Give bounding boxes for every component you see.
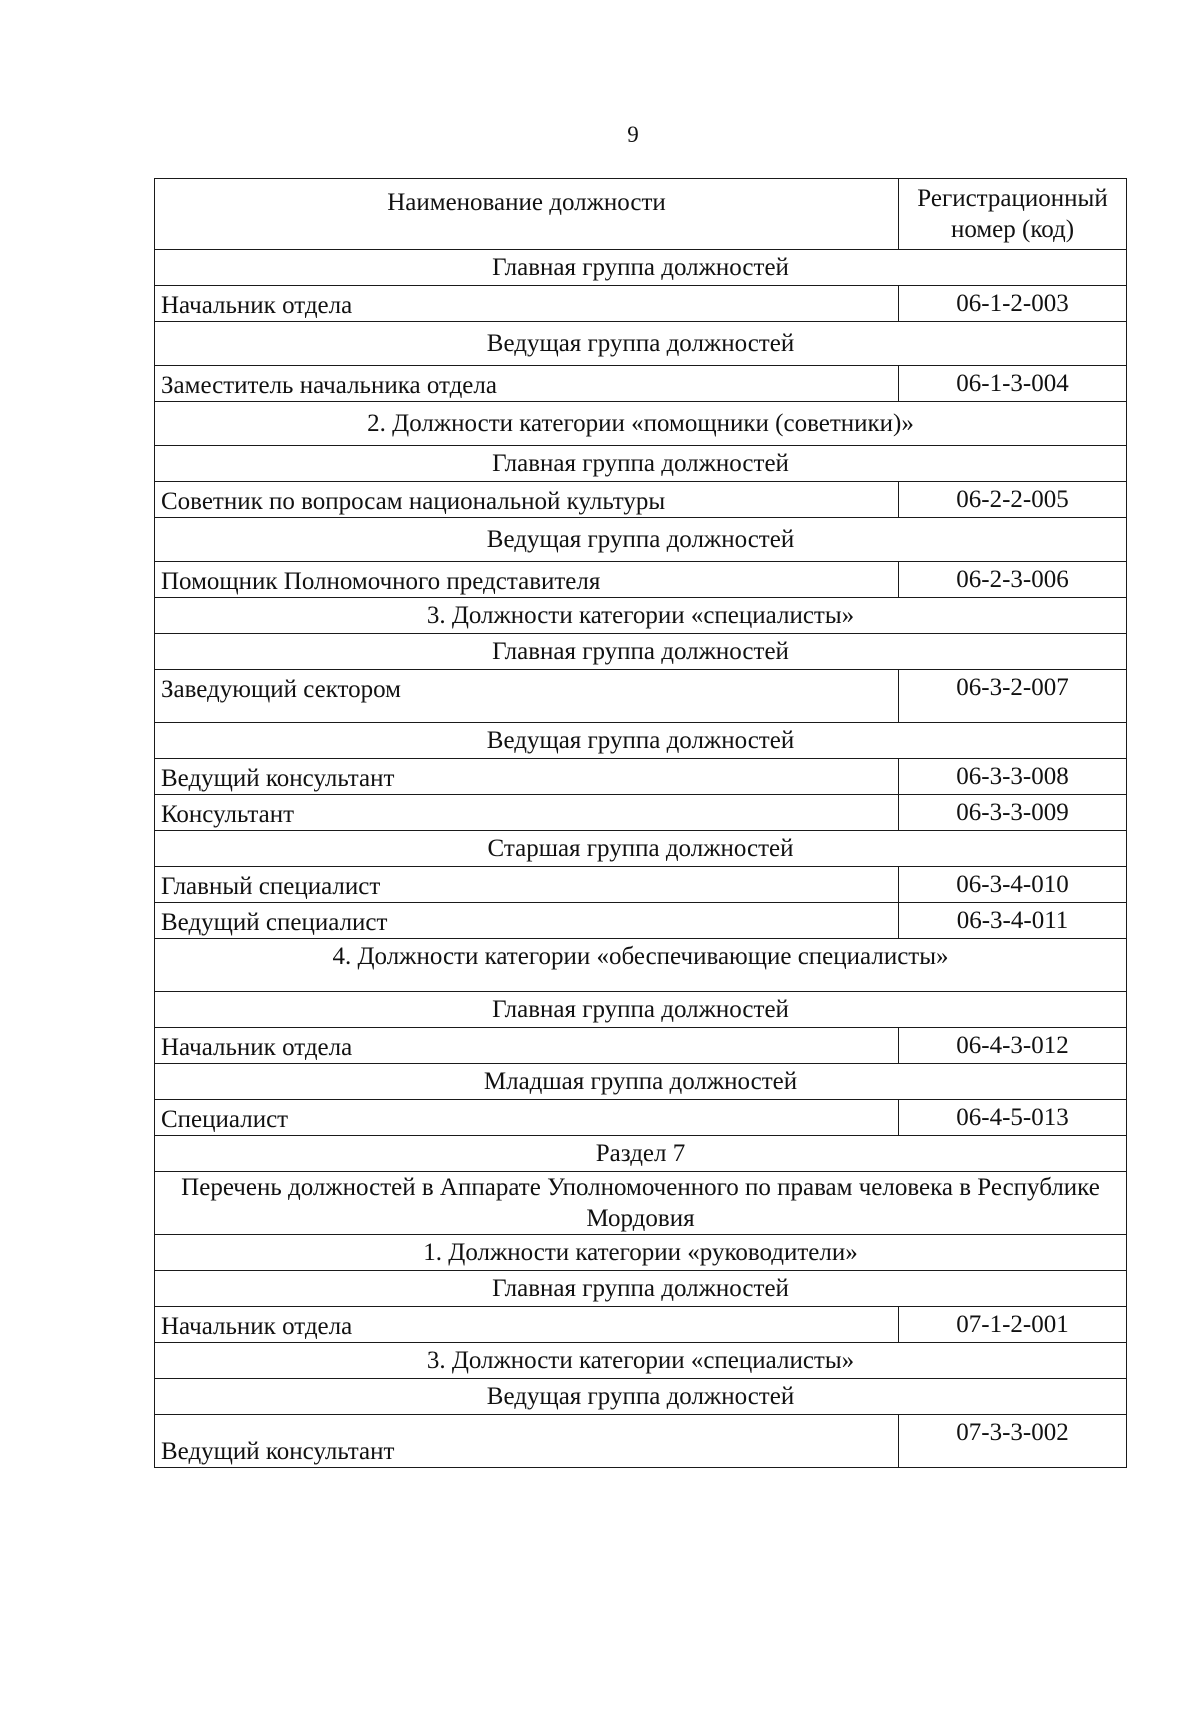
table-row: [155, 903, 1127, 939]
table-row: [155, 1307, 1127, 1343]
group-heading: 2. Должности категории «помощники (советники)»: [155, 402, 1127, 446]
group-heading-row: [155, 1271, 1127, 1307]
registration-code: 06-4-3-012: [899, 1028, 1127, 1064]
group-heading: 4. Должности категории «обеспечивающие специалисты»: [155, 939, 1127, 992]
table-row: [155, 759, 1127, 795]
table-row: [155, 1415, 1127, 1468]
registration-code: 06-2-2-005: [899, 482, 1127, 518]
group-heading-row: [155, 723, 1127, 759]
registration-code: 06-3-4-010: [899, 867, 1127, 903]
position-name: Начальник отдела: [155, 286, 899, 322]
group-heading-row: [155, 1379, 1127, 1415]
table-header-row: [155, 179, 1127, 250]
group-heading: 3. Должности категории «специалисты»: [155, 1343, 1127, 1379]
group-heading: Перечень должностей в Аппарате Уполномоченного по правам человека в Республике Мордовия: [155, 1172, 1127, 1235]
positions-table: [154, 178, 1127, 1468]
group-heading-row: [155, 634, 1127, 670]
group-heading: Ведущая группа должностей: [155, 1379, 1127, 1415]
position-name: Советник по вопросам национальной культуры: [155, 482, 899, 518]
registration-code: 06-3-2-007: [899, 670, 1127, 723]
position-name: Главный специалист: [155, 867, 899, 903]
group-heading-row: [155, 1172, 1127, 1235]
registration-code: 06-1-2-003: [899, 286, 1127, 322]
registration-code: 06-4-5-013: [899, 1100, 1127, 1136]
group-heading-row: [155, 831, 1127, 867]
group-heading: 1. Должности категории «руководители»: [155, 1235, 1127, 1271]
group-heading: Главная группа должностей: [155, 634, 1127, 670]
group-heading-row: [155, 1343, 1127, 1379]
table-row: [155, 482, 1127, 518]
header-registration-code: Регистрационный номер (код): [899, 179, 1127, 250]
page-number: 9: [627, 122, 639, 147]
group-heading: Раздел 7: [155, 1136, 1127, 1172]
group-heading-row: [155, 402, 1127, 446]
table-row: [155, 562, 1127, 598]
table-row: [155, 1100, 1127, 1136]
group-heading: Главная группа должностей: [155, 250, 1127, 286]
group-heading-row: [155, 939, 1127, 992]
group-heading-row: [155, 518, 1127, 562]
group-heading-row: [155, 992, 1127, 1028]
registration-code: 06-3-3-008: [899, 759, 1127, 795]
table-row: [155, 286, 1127, 322]
group-heading: 3. Должности категории «специалисты»: [155, 598, 1127, 634]
position-name: Ведущий консультант: [155, 759, 899, 795]
position-name: Специалист: [155, 1100, 899, 1136]
group-heading: Ведущая группа должностей: [155, 322, 1127, 366]
group-heading: Старшая группа должностей: [155, 831, 1127, 867]
group-heading-row: [155, 1235, 1127, 1271]
group-heading: Главная группа должностей: [155, 992, 1127, 1028]
group-heading-row: [155, 1064, 1127, 1100]
position-name: Начальник отдела: [155, 1307, 899, 1343]
group-heading-row: [155, 446, 1127, 482]
position-name: Заведующий сектором: [155, 670, 899, 723]
position-name: Начальник отдела: [155, 1028, 899, 1064]
group-heading-row: [155, 250, 1127, 286]
group-heading: Ведущая группа должностей: [155, 723, 1127, 759]
position-name: Консультант: [155, 795, 899, 831]
group-heading-row: [155, 322, 1127, 366]
table-row: [155, 366, 1127, 402]
group-heading: Ведущая группа должностей: [155, 518, 1127, 562]
registration-code: 06-1-3-004: [899, 366, 1127, 402]
group-heading: Главная группа должностей: [155, 446, 1127, 482]
table-row: [155, 867, 1127, 903]
group-heading-row: [155, 1136, 1127, 1172]
table-row: [155, 670, 1127, 723]
group-heading: Младшая группа должностей: [155, 1064, 1127, 1100]
registration-code: 06-3-3-009: [899, 795, 1127, 831]
position-name: Ведущий консультант: [155, 1415, 899, 1468]
registration-code: 06-2-3-006: [899, 562, 1127, 598]
position-name: Заместитель начальника отдела: [155, 366, 899, 402]
header-position-name: Наименование должности: [155, 179, 899, 250]
registration-code: 06-3-4-011: [899, 903, 1127, 939]
position-name: Ведущий специалист: [155, 903, 899, 939]
table-row: [155, 1028, 1127, 1064]
group-heading-row: [155, 598, 1127, 634]
registration-code: 07-1-2-001: [899, 1307, 1127, 1343]
position-name: Помощник Полномочного представителя: [155, 562, 899, 598]
registration-code: 07-3-3-002: [899, 1415, 1127, 1468]
group-heading: Главная группа должностей: [155, 1271, 1127, 1307]
table-row: [155, 795, 1127, 831]
